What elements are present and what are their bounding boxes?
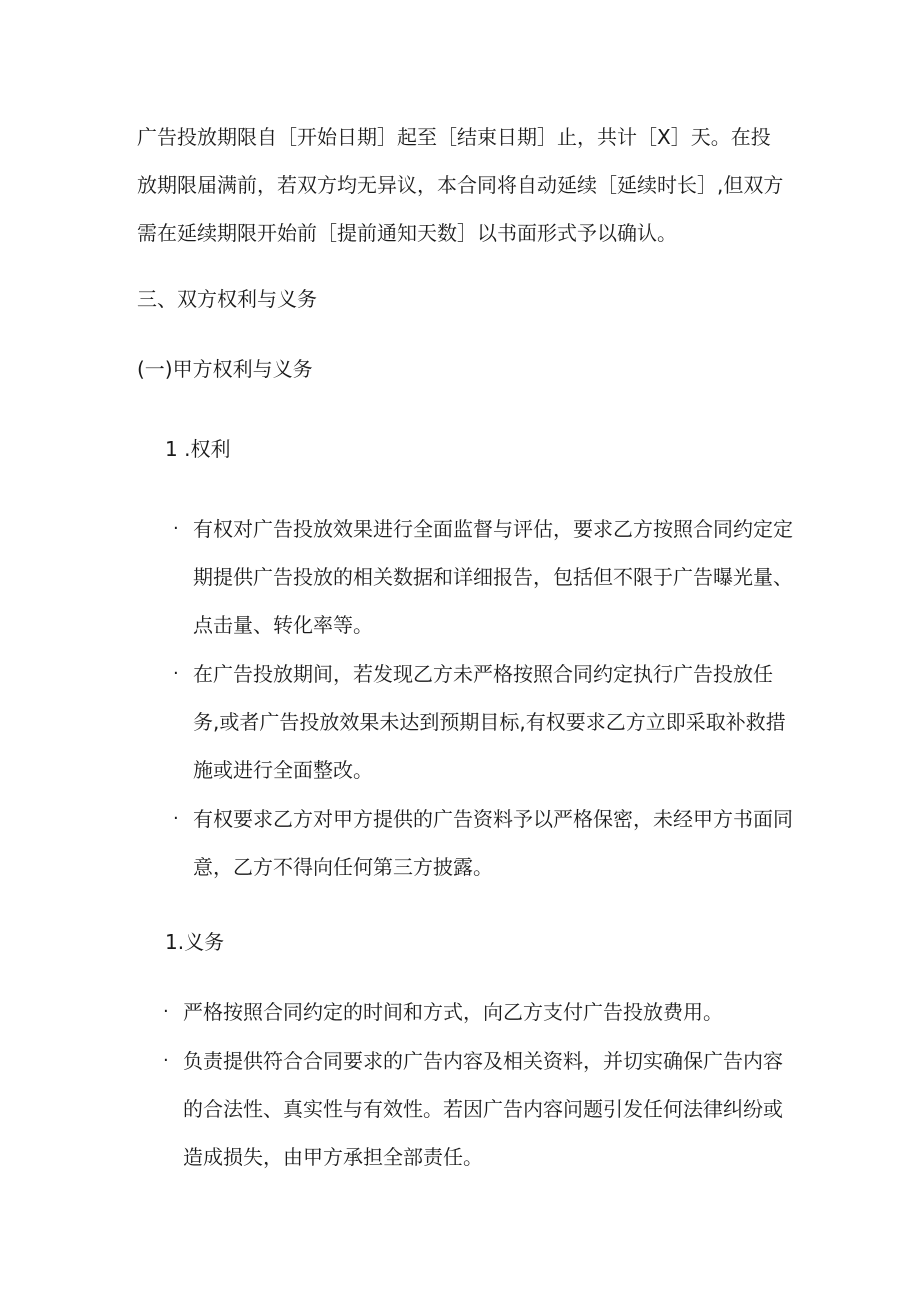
bullet-icon: ·: [173, 663, 179, 684]
list-item: [173, 505, 793, 649]
list-item: [173, 650, 793, 794]
list-item: [173, 795, 793, 891]
list-item: [163, 1037, 793, 1181]
list-item-text: 负责提供符合合同要求的广告内容及相关资料，并切实确保广告内容的合法性、真实性与有效性。若因广告内容问题引发任何法律纠纷或造成损失，由甲方承担全部责任。: [183, 1049, 783, 1169]
section-heading: 三、双方权利与义务: [137, 287, 317, 311]
list-item-text: 有权对广告投放效果进行全面监督与评估，要求乙方按照合同约定定期提供广告投放的相关数据和详细报告，包括但不限于广告曝光量、点击量、转化率等。: [193, 517, 793, 637]
bullet-icon: ·: [163, 1050, 169, 1071]
list-item-text: 有权要求乙方对甲方提供的广告资料予以严格保密，未经甲方书面同意，乙方不得向任何第三方披露。: [193, 807, 793, 879]
bullet-icon: ·: [173, 808, 179, 829]
list-item-text: 在广告投放期间，若发现乙方未严格按照合同约定执行广告投放任务,或者广告投放效果未达到预期目标,有权要求乙方立即采取补救措施或进行全面整改。: [193, 662, 786, 782]
list-item: [163, 988, 793, 1036]
intro-paragraph: 广告投放期限自［开始日期］起至［结束日期］止，共计［X］天。在投放期限届满前，若双方均无异议，本合同将自动延续［延续时长］,但双方需在延续期限开始前［提前通知天数］以书面形式予以确认。: [137, 125, 784, 245]
duties-heading: 1.义务: [165, 930, 225, 954]
list-item-text: 严格按照合同约定的时间和方式，向乙方支付广告投放费用。: [183, 1000, 723, 1024]
rights-heading: 1 .权利: [165, 437, 231, 461]
bullet-icon: ·: [163, 1001, 169, 1022]
subsection-heading: (一)甲方权利与义务: [137, 357, 313, 381]
bullet-icon: ·: [173, 518, 179, 539]
